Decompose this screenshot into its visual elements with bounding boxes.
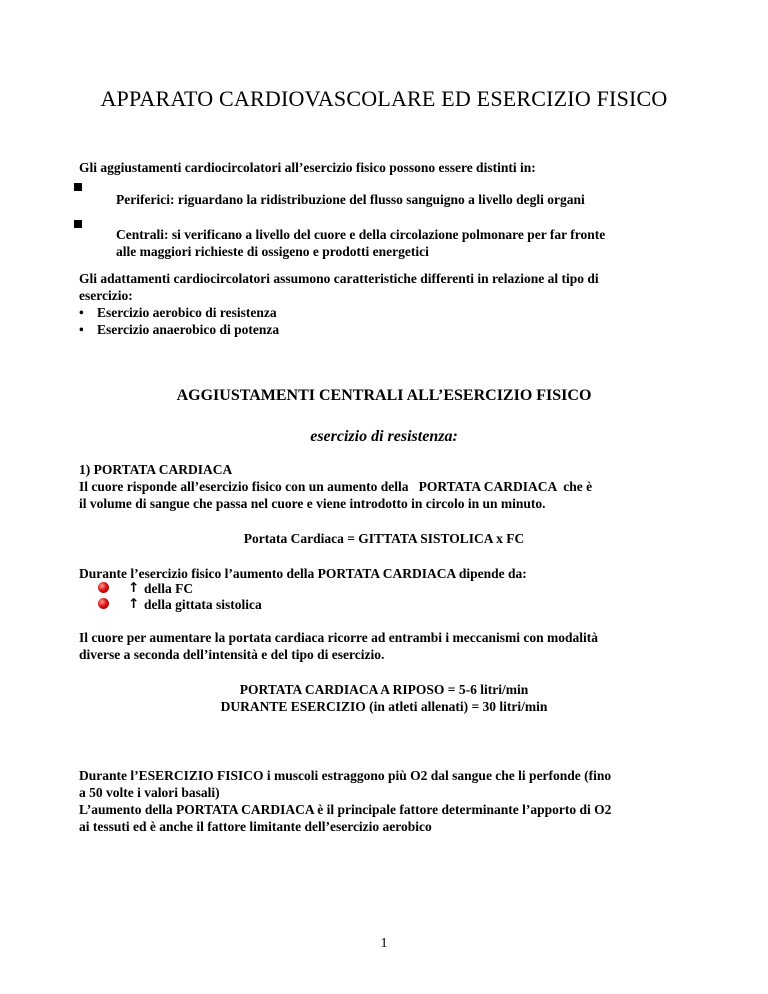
- formula: Portata Cardiaca = GITTATA SISTOLICA x FC: [243, 531, 525, 546]
- item-periferici: Periferici: riguardano la ridistribuzione del flusso sanguigno a livello degli organi: [116, 192, 585, 207]
- closing-line1: Durante l’ESERCIZIO FISICO i muscoli estraggono più O2 dal sangue che li perfonde (fino: [79, 768, 612, 783]
- adaptations-line1: Gli adattamenti cardiocircolatori assumono caratteristiche differenti in relazione al tipo di: [79, 271, 599, 286]
- intro-text: Gli aggiustamenti cardiocircolatori all’esercizio fisico possono essere distinti in:: [79, 160, 536, 175]
- up-arrow-icon: ↑: [128, 580, 140, 596]
- rest-value: PORTATA CARDIACA A RIPOSO = 5-6 litri/min: [239, 682, 529, 697]
- exercise-value: DURANTE ESERCIZIO (in atleti allenati) = 30 litri/min: [220, 699, 548, 714]
- depends-text: Durante l’esercizio fisico l’aumento della PORTATA CARDIACA dipende da:: [79, 566, 527, 581]
- section-title: AGGIUSTAMENTI CENTRALI ALL’ESERCIZIO FISICO: [176, 387, 592, 404]
- bullet-anaerobic: Esercizio anaerobico di potenza: [97, 322, 280, 337]
- subsection-title: esercizio di resistenza:: [310, 428, 458, 445]
- bullet-aerobic: Esercizio aerobico di resistenza: [97, 305, 277, 320]
- item-fc: della FC: [144, 581, 194, 596]
- page-title: APPARATO CARDIOVASCOLARE ED ESERCIZIO FISICO: [100, 86, 668, 111]
- portata-line1: Il cuore risponde all’esercizio fisico con un aumento della PORTATA CARDIACA che è: [79, 479, 593, 494]
- dot-bullet-icon: •: [79, 305, 84, 320]
- item-centrali-line2: alle maggiori richieste di ossigeno e prodotti energetici: [116, 244, 429, 259]
- portata-line2: il volume di sangue che passa nel cuore e viene introdotto in circolo in un minuto.: [79, 496, 546, 511]
- portata-heading: 1) PORTATA CARDIACA: [79, 462, 233, 477]
- mechanism-line2: diverse a seconda dell’intensità e del tipo di esercizio.: [79, 647, 385, 662]
- red-ball-bullet-icon: [98, 598, 109, 609]
- item-centrali-line1: Centrali: si verificano a livello del cuore e della circolazione polmonare per far fronte: [116, 227, 606, 242]
- item-gittata: della gittata sistolica: [144, 597, 262, 612]
- adaptations-line2: esercizio:: [79, 288, 133, 303]
- closing-line4: ai tessuti ed è anche il fattore limitante dell’esercizio aerobico: [79, 819, 432, 834]
- square-bullet-icon: [74, 220, 82, 228]
- red-ball-bullet-icon: [98, 582, 109, 593]
- page-number: 1: [380, 936, 388, 951]
- closing-line2: a 50 volte i valori basali): [79, 785, 220, 800]
- square-bullet-icon: [74, 183, 82, 191]
- dot-bullet-icon: •: [79, 322, 84, 337]
- up-arrow-icon: ↑: [128, 596, 140, 612]
- closing-line3: L’aumento della PORTATA CARDIACA è il principale fattore determinante l’apporto di O2: [79, 802, 612, 817]
- mechanism-line1: Il cuore per aumentare la portata cardiaca ricorre ad entrambi i meccanismi con modalità: [79, 630, 599, 645]
